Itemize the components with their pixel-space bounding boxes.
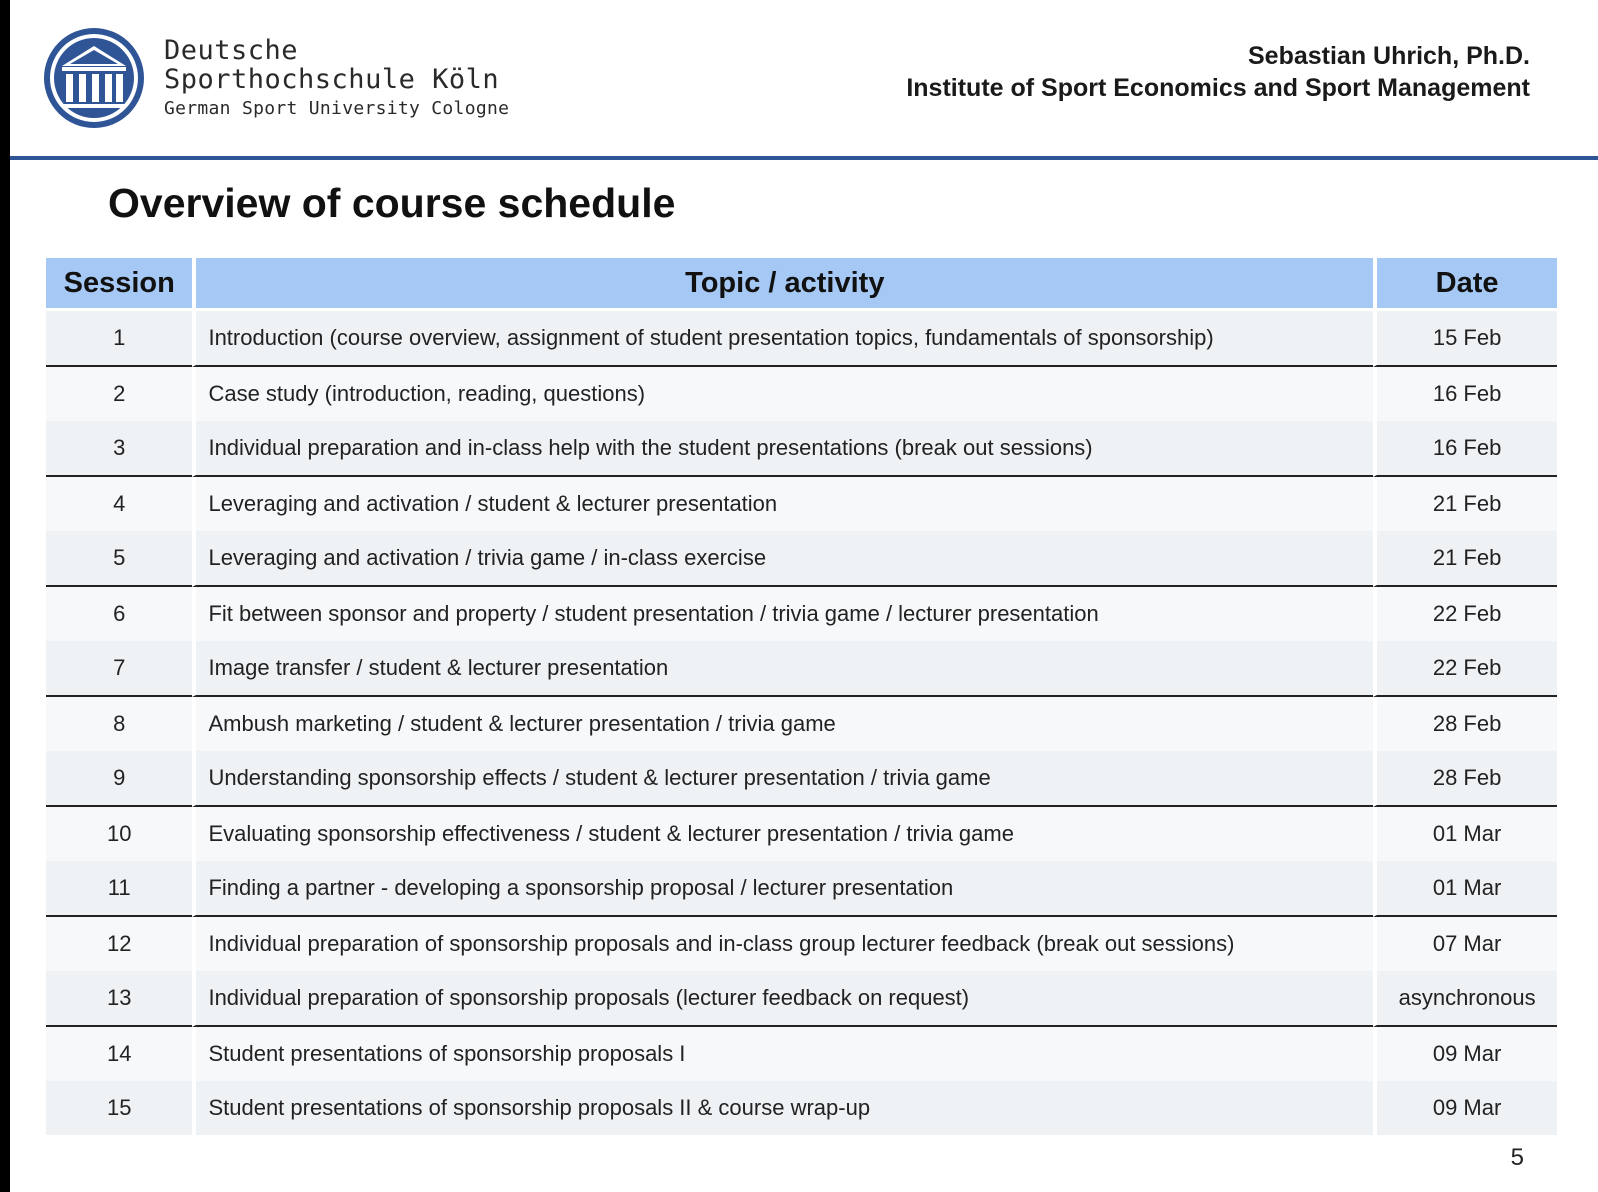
session-cell: 3 (46, 421, 192, 477)
session-cell: 1 (46, 311, 192, 367)
date-cell: 07 Mar (1373, 917, 1557, 971)
topic-cell: Individual preparation of sponsorship proposals and in-class group lecturer feedback (break out sessions) (192, 917, 1373, 971)
date-cell: asynchronous (1373, 971, 1557, 1027)
table-row (46, 861, 1557, 917)
date-cell: 28 Feb (1373, 697, 1557, 751)
topic-cell: Student presentations of sponsorship proposals I (192, 1027, 1373, 1081)
topic-cell: Individual preparation and in-class help with the student presentations (break out sessions) (192, 421, 1373, 477)
university-name-line2: Sporthochschule Köln (164, 63, 500, 95)
university-name (164, 37, 509, 119)
date-cell: 16 Feb (1373, 421, 1557, 477)
table-row (46, 367, 1557, 421)
topic-cell: Case study (introduction, reading, questions) (192, 367, 1373, 421)
course-schedule-table (46, 258, 1557, 1135)
topic-cell: Fit between sponsor and property / student presentation / trivia game / lecturer presentation (192, 587, 1373, 641)
topic-cell: Image transfer / student & lecturer presentation (192, 641, 1373, 697)
author-name: Sebastian Uhrich, Ph.D. (1247, 42, 1530, 70)
table-row (46, 1027, 1557, 1081)
session-cell: 12 (46, 917, 192, 971)
topic-cell: Evaluating sponsorship effectiveness / student & lecturer presentation / trivia game (192, 807, 1373, 861)
topic-cell: Understanding sponsorship effects / student & lecturer presentation / trivia game (192, 751, 1373, 807)
university-name-english: German Sport University Cologne (164, 97, 510, 119)
date-cell: 16 Feb (1373, 367, 1557, 421)
topic-cell: Finding a partner - developing a sponsorship proposal / lecturer presentation (192, 861, 1373, 917)
session-cell: 5 (46, 531, 192, 587)
date-cell: 09 Mar (1373, 1027, 1557, 1081)
session-cell: 7 (46, 641, 192, 697)
header-divider (10, 156, 1598, 160)
date-cell: 15 Feb (1373, 311, 1557, 367)
table-row (46, 531, 1557, 587)
table-row (46, 1081, 1557, 1135)
date-cell: 28 Feb (1373, 751, 1557, 807)
table-row (46, 697, 1557, 751)
date-cell: 01 Mar (1373, 807, 1557, 861)
building-columns-icon (42, 26, 146, 130)
session-cell: 13 (46, 971, 192, 1027)
date-cell: 01 Mar (1373, 861, 1557, 917)
topic-cell: Student presentations of sponsorship proposals II & course wrap-up (192, 1081, 1373, 1135)
table-row (46, 917, 1557, 971)
university-logo (42, 26, 509, 130)
author-block (906, 40, 1530, 104)
session-cell: 11 (46, 861, 192, 917)
date-cell: 09 Mar (1373, 1081, 1557, 1135)
topic-cell: Introduction (course overview, assignment of student presentation topics, fundamentals of sponsorship) (192, 311, 1373, 367)
institute-name: Institute of Sport Economics and Sport Management (906, 74, 1530, 102)
table-row (46, 477, 1557, 531)
table-header-row (46, 258, 1557, 311)
date-cell: 21 Feb (1373, 477, 1557, 531)
session-cell: 15 (46, 1081, 192, 1135)
table-row (46, 971, 1557, 1027)
session-cell: 6 (46, 587, 192, 641)
header-date: Date (1373, 258, 1557, 311)
header-topic: Topic / activity (192, 258, 1373, 311)
session-cell: 10 (46, 807, 192, 861)
topic-cell: Leveraging and activation / student & lecturer presentation (192, 477, 1373, 531)
header-session: Session (46, 258, 192, 311)
date-cell: 21 Feb (1373, 531, 1557, 587)
session-cell: 9 (46, 751, 192, 807)
page-number: 5 (1510, 1144, 1524, 1171)
session-cell: 4 (46, 477, 192, 531)
session-cell: 2 (46, 367, 192, 421)
slide-left-edge (0, 0, 10, 1192)
table-row (46, 587, 1557, 641)
date-cell: 22 Feb (1373, 641, 1557, 697)
session-cell: 14 (46, 1027, 192, 1081)
table-row (46, 421, 1557, 477)
university-name-line1: Deutsche (164, 35, 299, 67)
table-row (46, 641, 1557, 697)
topic-cell: Leveraging and activation / trivia game / in-class exercise (192, 531, 1373, 587)
topic-cell: Ambush marketing / student & lecturer presentation / trivia game (192, 697, 1373, 751)
slide-title: Overview of course schedule (108, 180, 676, 226)
topic-cell: Individual preparation of sponsorship proposals (lecturer feedback on request) (192, 971, 1373, 1027)
session-cell: 8 (46, 697, 192, 751)
date-cell: 22 Feb (1373, 587, 1557, 641)
table-row (46, 807, 1557, 861)
table-row (46, 311, 1557, 367)
table-row (46, 751, 1557, 807)
